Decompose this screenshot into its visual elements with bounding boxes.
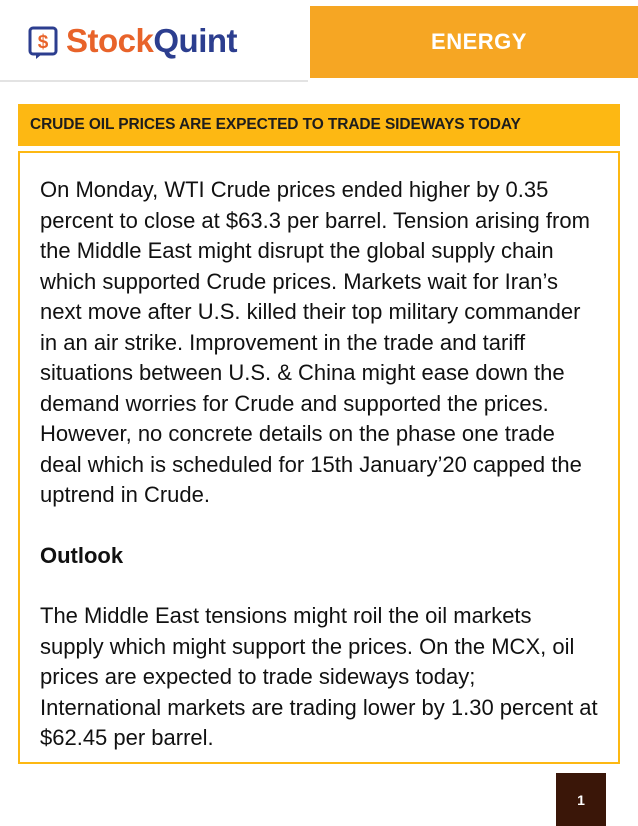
- article-body: On Monday, WTI Crude prices ended higher by 0.35 percent to close at $63.3 per barrel. Tension arising from the Middle East might disrupt the global supply chain which supported Crude prices. Markets wait for Iran’s next move after U.S. killed their top military commander in an air strike. Improvement in the trade and tariff situations between U.S. & China might ease down the demand worries for Crude and supported the prices. However, no concrete details on the phase one trade deal which is scheduled for 15th January’20 capped the uptrend in Crude.: [40, 177, 590, 507]
- page-number-badge: [556, 773, 606, 826]
- headline-bar: [18, 104, 620, 146]
- outlook-heading: Outlook: [40, 542, 124, 568]
- brand-name-part-a: Stock: [66, 22, 154, 59]
- brand-header: [0, 0, 308, 82]
- svg-text:$: $: [37, 32, 49, 53]
- brand-name-part-b: Quint: [153, 22, 238, 59]
- article-content: [18, 151, 620, 764]
- section-label: ENERGY: [431, 29, 527, 54]
- section-banner: [310, 6, 638, 78]
- article-headline: CRUDE OIL PRICES ARE EXPECTED TO TRADE SIDEWAYS TODAY: [30, 116, 521, 133]
- outlook-body: The Middle East tensions might roil the oil markets supply which might support the prices. On the MCX, oil prices are expected to trade sideways today; International markets are trading lower by 1.30 percent at $62.45 per barrel.: [40, 603, 598, 750]
- brand-wordmark: [66, 20, 237, 62]
- stockquint-logo-icon: [28, 26, 58, 60]
- page-number: 1: [577, 791, 585, 808]
